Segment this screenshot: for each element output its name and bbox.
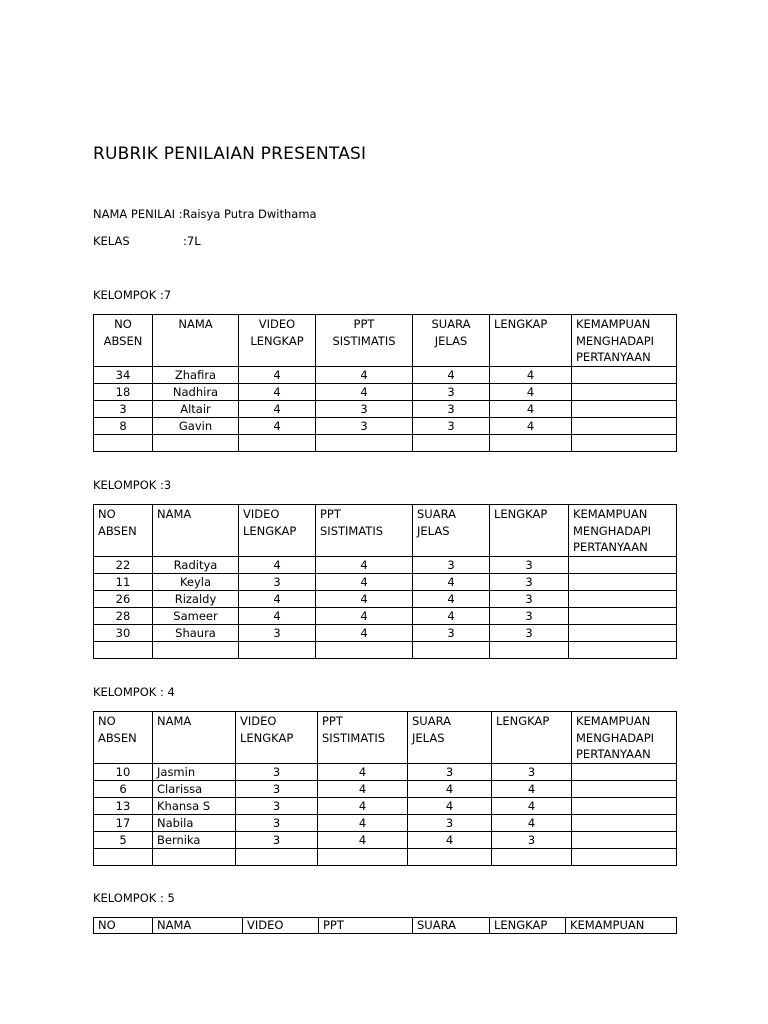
header-cell: PPT	[319, 918, 413, 934]
table-cell: 4	[492, 815, 572, 832]
table-row	[94, 798, 677, 815]
rubric-table-partial	[93, 917, 677, 934]
table-cell	[572, 367, 677, 384]
table-cell: 4	[316, 591, 413, 608]
table-cell: 30	[94, 625, 153, 642]
table-cell	[318, 849, 408, 866]
table-cell: 17	[94, 815, 153, 832]
table-row	[94, 625, 677, 642]
table-cell: Zhafira	[153, 367, 239, 384]
table-cell: Bernika	[153, 832, 236, 849]
table-cell: 10	[94, 764, 153, 781]
group-label: KELOMPOK : 5	[93, 891, 175, 905]
table-cell	[572, 815, 677, 832]
table-cell	[236, 849, 318, 866]
table-cell	[569, 591, 677, 608]
table-cell: 4	[408, 798, 492, 815]
table-cell	[572, 832, 677, 849]
table-cell	[572, 418, 677, 435]
table-cell: 3	[490, 591, 569, 608]
table-cell	[94, 435, 153, 452]
header-cell: LENGKAP	[490, 315, 572, 367]
table-cell: 4	[316, 367, 413, 384]
header-cell: NAMA	[153, 918, 243, 934]
table-cell: Nabila	[153, 815, 236, 832]
table-cell: Keyla	[153, 574, 239, 591]
table-cell: 3	[413, 625, 490, 642]
header-cell: NAMA	[153, 505, 239, 557]
table-cell: 3	[239, 574, 316, 591]
table-cell: Khansa S	[153, 798, 236, 815]
header-cell: LENGKAP	[490, 918, 566, 934]
header-cell: VIDEO LENGKAP	[239, 505, 316, 557]
table-cell: 4	[239, 557, 316, 574]
table-cell: 3	[492, 764, 572, 781]
table-cell	[153, 435, 239, 452]
table-cell: 4	[239, 367, 316, 384]
table-cell: 4	[239, 384, 316, 401]
header-cell: NO ABSEN	[94, 712, 153, 764]
table-cell	[572, 764, 677, 781]
table-row	[94, 764, 677, 781]
table-row	[94, 401, 677, 418]
table-cell	[572, 781, 677, 798]
table-cell: 13	[94, 798, 153, 815]
header-cell: VIDEO	[243, 918, 319, 934]
kelas-value: :7L	[183, 234, 201, 248]
table-cell: 4	[490, 401, 572, 418]
table-cell	[572, 435, 677, 452]
table-cell: 5	[94, 832, 153, 849]
header-cell: KEMAMPUAN MENGHADAPI PERTANYAAN	[569, 505, 677, 557]
table-cell: Raditya	[153, 557, 239, 574]
table-cell: 4	[239, 418, 316, 435]
table-cell: 4	[408, 781, 492, 798]
table-cell: 3	[492, 832, 572, 849]
table-cell: 22	[94, 557, 153, 574]
table-cell: 4	[239, 591, 316, 608]
table-cell: 4	[318, 832, 408, 849]
table-cell: 4	[492, 781, 572, 798]
table-cell: 3	[413, 418, 490, 435]
table-cell: Gavin	[153, 418, 239, 435]
table-cell	[490, 642, 569, 659]
table-cell: 4	[413, 591, 490, 608]
table-cell	[569, 608, 677, 625]
table-cell: 4	[239, 401, 316, 418]
table-cell: 4	[490, 384, 572, 401]
table-cell	[408, 849, 492, 866]
header-cell: KEMAMPUAN MENGHADAPI PERTANYAAN	[572, 712, 677, 764]
table-cell: 3	[413, 401, 490, 418]
table-cell: Clarissa	[153, 781, 236, 798]
table-cell: 4	[492, 798, 572, 815]
table-cell	[572, 849, 677, 866]
table-cell: 3	[408, 764, 492, 781]
table-row	[94, 591, 677, 608]
table-cell: 26	[94, 591, 153, 608]
table-cell	[413, 642, 490, 659]
table-cell: 4	[239, 608, 316, 625]
document-title: RUBRIK PENILAIAN PRESENTASI	[93, 144, 367, 164]
table-row	[94, 781, 677, 798]
table-cell: 8	[94, 418, 153, 435]
table-cell: 6	[94, 781, 153, 798]
table-cell: 3	[490, 574, 569, 591]
table-cell: 4	[490, 418, 572, 435]
group-label: KELOMPOK : 4	[93, 685, 175, 699]
table-cell: 4	[490, 367, 572, 384]
table-row	[94, 435, 677, 452]
table-row	[94, 815, 677, 832]
header-cell: LENGKAP	[492, 712, 572, 764]
table-cell: 28	[94, 608, 153, 625]
table-cell: 3	[408, 815, 492, 832]
penilai-line	[93, 207, 317, 221]
rubric-table	[93, 711, 677, 866]
table-cell: 3	[236, 798, 318, 815]
table-cell	[492, 849, 572, 866]
header-cell: VIDEO LENGKAP	[236, 712, 318, 764]
header-cell: KEMAMPUAN	[566, 918, 677, 934]
table-cell	[490, 435, 572, 452]
table-cell: 3	[316, 401, 413, 418]
header-cell: PPT SISTIMATIS	[316, 505, 413, 557]
table-row	[94, 642, 677, 659]
table-cell: Jasmin	[153, 764, 236, 781]
penilai-label: NAMA PENILAI :	[93, 207, 183, 221]
table-cell: 34	[94, 367, 153, 384]
table-header-row	[94, 505, 677, 557]
table-cell: 3	[490, 608, 569, 625]
table-row	[94, 608, 677, 625]
table-cell: 3	[413, 384, 490, 401]
table-cell: 3	[236, 815, 318, 832]
table-cell: 4	[316, 574, 413, 591]
rubric-table	[93, 314, 677, 452]
table-cell: 3	[236, 764, 318, 781]
table-cell	[94, 849, 153, 866]
header-cell: NO ABSEN	[94, 315, 153, 367]
table-row	[94, 832, 677, 849]
table-cell: 4	[413, 608, 490, 625]
table-cell: 4	[318, 764, 408, 781]
header-cell: PPT SISTIMATIS	[318, 712, 408, 764]
table-cell: 3	[236, 832, 318, 849]
table-header-row	[94, 918, 677, 934]
table-cell: 3	[490, 557, 569, 574]
table-cell	[569, 625, 677, 642]
table-row	[94, 418, 677, 435]
table-header-row	[94, 712, 677, 764]
header-cell: PPT SISTIMATIS	[316, 315, 413, 367]
table-cell	[413, 435, 490, 452]
table-cell	[572, 798, 677, 815]
header-cell: NO ABSEN	[94, 505, 153, 557]
table-cell	[94, 642, 153, 659]
table-cell: Nadhira	[153, 384, 239, 401]
table-cell: 4	[408, 832, 492, 849]
table-cell: 4	[318, 781, 408, 798]
table-cell: 4	[413, 574, 490, 591]
table-cell	[153, 642, 239, 659]
table-cell: 4	[413, 367, 490, 384]
table-cell: 3	[94, 401, 153, 418]
table-cell	[239, 642, 316, 659]
kelas-line	[93, 234, 201, 248]
table-cell: 3	[316, 418, 413, 435]
header-cell: SUARA JELAS	[413, 315, 490, 367]
table-header-row	[94, 315, 677, 367]
table-cell	[316, 642, 413, 659]
header-cell: SUARA	[413, 918, 490, 934]
table-cell: 3	[236, 781, 318, 798]
table-cell	[569, 642, 677, 659]
table-cell: 18	[94, 384, 153, 401]
table-cell	[572, 384, 677, 401]
header-cell: KEMAMPUAN MENGHADAPI PERTANYAAN	[572, 315, 677, 367]
penilai-value: Raisya Putra Dwithama	[182, 207, 317, 221]
header-cell: VIDEO LENGKAP	[239, 315, 316, 367]
header-cell: NO	[94, 918, 153, 934]
table-row	[94, 384, 677, 401]
table-cell: 4	[316, 557, 413, 574]
table-row	[94, 849, 677, 866]
table-cell: Rizaldy	[153, 591, 239, 608]
header-cell: NAMA	[153, 315, 239, 367]
group-label: KELOMPOK :3	[93, 478, 172, 492]
table-cell: 4	[318, 798, 408, 815]
table-cell	[153, 849, 236, 866]
table-cell	[569, 574, 677, 591]
table-cell: 4	[316, 384, 413, 401]
table-cell: 3	[413, 557, 490, 574]
table-cell	[239, 435, 316, 452]
table-row	[94, 367, 677, 384]
table-cell: 3	[490, 625, 569, 642]
header-cell: SUARA JELAS	[413, 505, 490, 557]
table-cell: Shaura	[153, 625, 239, 642]
group-label: KELOMPOK :7	[93, 288, 172, 302]
table-cell: 4	[316, 625, 413, 642]
table-cell: Altair	[153, 401, 239, 418]
table-cell: 3	[239, 625, 316, 642]
rubric-table	[93, 504, 677, 659]
table-cell	[316, 435, 413, 452]
table-cell	[569, 557, 677, 574]
table-row	[94, 557, 677, 574]
header-cell: LENGKAP	[490, 505, 569, 557]
header-cell: SUARA JELAS	[408, 712, 492, 764]
table-cell: 4	[318, 815, 408, 832]
table-cell	[572, 401, 677, 418]
table-cell: 4	[316, 608, 413, 625]
table-cell: Sameer	[153, 608, 239, 625]
kelas-label: KELAS	[93, 234, 130, 248]
header-cell: NAMA	[153, 712, 236, 764]
table-cell: 11	[94, 574, 153, 591]
table-row	[94, 574, 677, 591]
